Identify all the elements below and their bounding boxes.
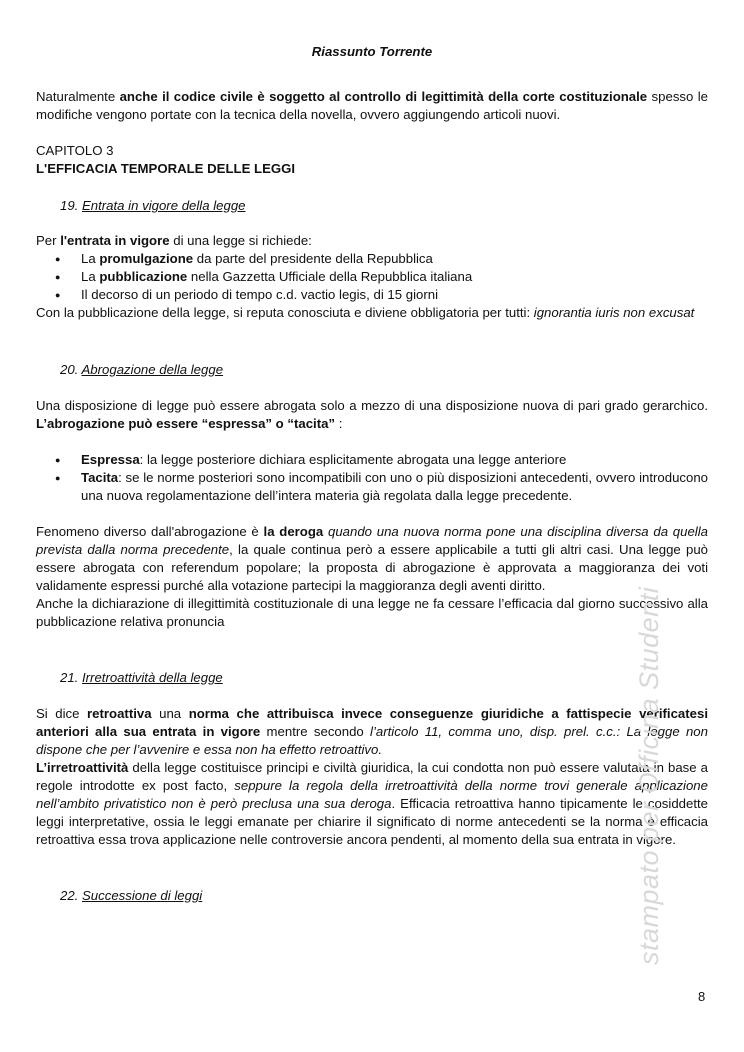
text: Per: [36, 233, 61, 248]
text: : la legge posteriore dichiara esplicitamente abrogata una legge anteriore: [139, 452, 567, 467]
section-title: Irretroattività della legge: [82, 670, 223, 685]
bold-text: l'entrata in vigore: [60, 233, 170, 248]
section-20-list-wrap: [36, 451, 708, 505]
document-header-title: Riassunto Torrente: [311, 44, 433, 59]
chapter-title: L'EFFICACIA TEMPORALE DELLE LEGGI: [36, 161, 296, 176]
section-number: 19.: [60, 198, 82, 213]
section-21-body: [36, 705, 708, 849]
bold-text: norma che attribuisca invece conseguenze giuridiche a fattispecie verificatesi anteriori alla sua entrata in vigore: [36, 706, 708, 739]
section-19-intro: [36, 232, 708, 250]
requirements-list: [54, 250, 708, 304]
section-21-heading: [60, 669, 223, 687]
section-number: 22.: [60, 888, 82, 903]
text: da parte del presidente della Repubblica: [193, 251, 433, 266]
bold-text: retroattiva: [87, 706, 152, 721]
section-20-deroga: [36, 523, 708, 631]
bold-text: Tacita: [81, 470, 119, 485]
text: : se le norme posteriori sono incompatibili con uno o più disposizioni antecedenti, ovvero introducono una nuova regolamentazione dell’intera materia già regolata dalla legge precedente.: [81, 470, 708, 503]
section-number: 21.: [60, 670, 82, 685]
text: :: [335, 416, 343, 431]
italic-text: quando una nuova norma pone una disciplina diversa da quella prevista dalla norma precedente: [36, 524, 709, 557]
intro-rest: spesso le modifiche vengono portate con la tecnica della novella, ovvero aggiungendo articoli nuovi.: [36, 89, 708, 122]
abrogation-types-list: [54, 451, 708, 505]
text: mentre secondo: [260, 724, 371, 739]
section-number: 20.: [60, 362, 82, 377]
list-item: [54, 469, 708, 505]
deroga-paragraph: [36, 523, 708, 595]
text: una: [151, 706, 189, 721]
section-19-body: [36, 232, 708, 322]
section-19-conclusion: [36, 304, 708, 322]
bold-text: L’abrogazione può essere “espressa” o “tacita”: [36, 416, 336, 431]
text: Il decorso di un periodo di tempo c.d. vactio legis, di 15 giorni: [81, 287, 438, 302]
chapter-heading: [36, 142, 708, 178]
text: nella Gazzetta Ufficiale della Repubblica italiana: [187, 269, 473, 284]
text: , la quale continua però a essere applicabile a tutti gli altri casi. Una legge può essere abrogata con referendum popolare; la proposta di abrogazione è approvata a maggioranza dei voti validamente espressi purché alla votazione partecipi la maggioranza degli aventi diritto.: [36, 542, 708, 593]
italic-text: ignorantia iuris non excusat: [533, 305, 695, 320]
bold-text: la deroga: [263, 524, 324, 539]
italic-text: seppure la regola della irretroattività della norme trovi generale applicazione nell’ambito privatistico non è però preclusa una sua deroga: [36, 778, 708, 811]
section-title: Successione di leggi: [82, 888, 203, 903]
section-title: Abrogazione della legge: [81, 362, 224, 377]
section-22-heading: [60, 887, 202, 905]
section-20-heading: [60, 361, 223, 379]
list-item: [54, 451, 708, 469]
illegittimita-paragraph: Anche la dichiarazione di illegittimità costituzionale di una legge ne fa cessare l’efficacia dal giorno successivo alla pubblicazione relativa pronuncia: [36, 596, 708, 629]
text: La: [81, 269, 100, 284]
intro-paragraph: [36, 88, 708, 124]
text: Si dice: [36, 706, 88, 721]
italic-text: l’articolo 11, comma uno, disp. prel. c.c.: La legge non dispone che per l’avvenire e essa non ha effetto retroattivo.: [36, 724, 708, 757]
watermark-text: stampato per Officina Studenti: [634, 586, 664, 965]
bold-text: pubblicazione: [99, 269, 188, 284]
list-item: [54, 250, 708, 268]
chapter-label: CAPITOLO 3: [36, 143, 114, 158]
list-item: [54, 286, 708, 304]
section-title: Entrata in vigore della legge: [82, 198, 246, 213]
text: della legge costituisce principi e civiltà giuridica, la cui condotta non può essere valutata in base a regole introdotte ex post facto,: [36, 760, 708, 793]
text: di una legge si richiede:: [169, 233, 312, 248]
text: . Efficacia retroattiva hanno tipicamente le cosiddette leggi interpretative, ossia le leggi emanate per chiarire il significato di norme antecedenti se la norma è efficacia retroattiva essa trova applicazione nelle controversie ancora pendenti, al momento della sua entrata in vigore.: [36, 796, 708, 847]
section-19-heading: [60, 197, 246, 215]
irretroattivita-paragraph: [36, 759, 708, 849]
page-number: 8: [698, 989, 706, 1004]
intro-bold: anche il codice civile è soggetto al controllo di legittimità della corte costituzionale: [119, 89, 648, 104]
bold-text: Espressa: [81, 452, 140, 467]
section-20-p1: [36, 397, 708, 433]
bold-text: L’irretroattività: [36, 760, 129, 775]
intro-lead: Naturalmente: [36, 89, 120, 104]
retroattiva-paragraph: [36, 705, 708, 759]
text: Con la pubblicazione della legge, si reputa conosciuta e diviene obbligatoria per tutti:: [36, 305, 534, 320]
text: Fenomeno diverso dall'abrogazione è: [36, 524, 264, 539]
bold-text: promulgazione: [99, 251, 194, 266]
text: La: [81, 251, 100, 266]
text: Una disposizione di legge può essere abrogata solo a mezzo di una disposizione nuova di pari grado gerarchico.: [36, 398, 708, 413]
list-item: [54, 268, 708, 286]
